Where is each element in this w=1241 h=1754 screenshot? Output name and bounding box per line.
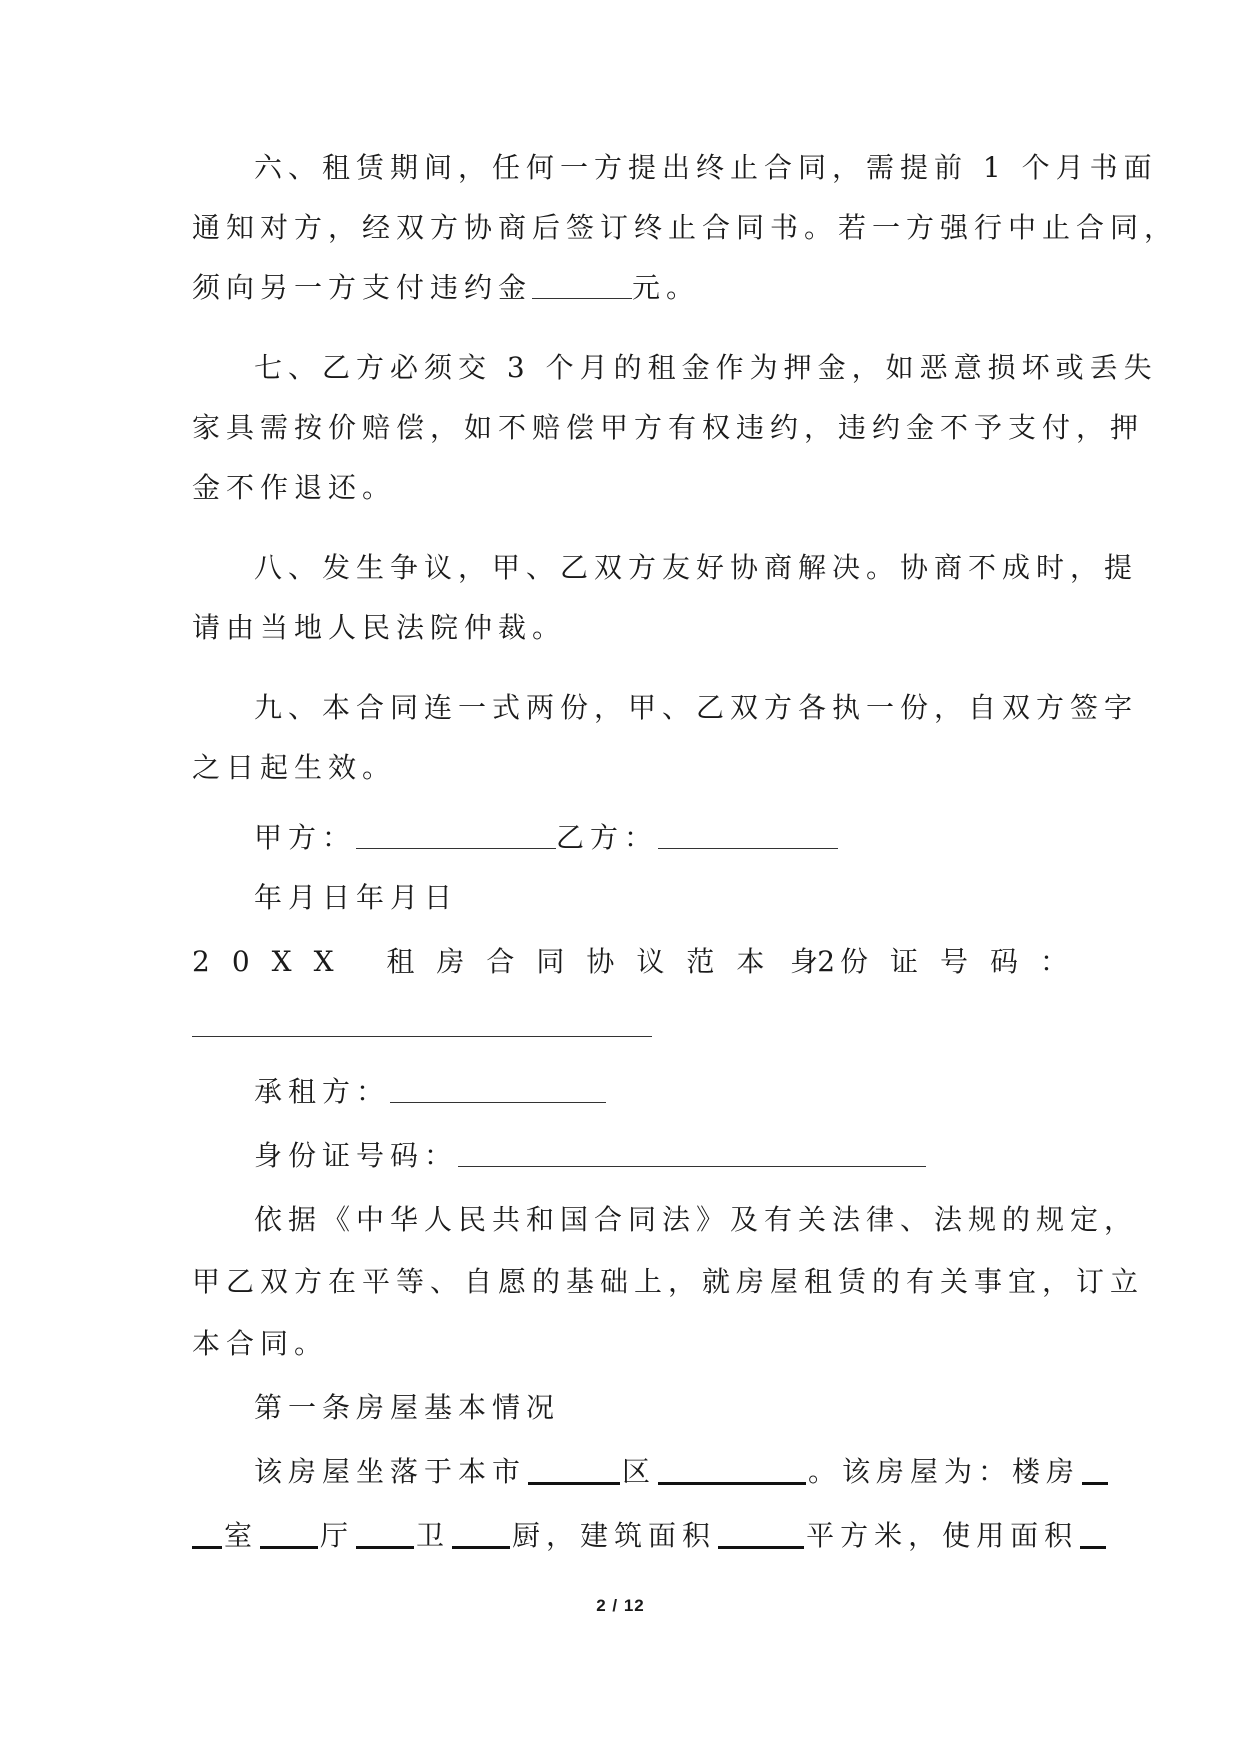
clause-7-line-2: 家具需按价赔偿，如不赔偿甲方有权违约，违约金不予支付，押 (192, 411, 1145, 444)
id-number-blank (458, 1140, 926, 1167)
district-text: 区 (622, 1455, 657, 1488)
clause-7-line-3: 金不作退还。 (192, 471, 397, 504)
building-area-blank (718, 1518, 804, 1549)
party-a-label: 甲方： (254, 821, 357, 854)
district-blank (658, 1454, 806, 1485)
party-a-blank (356, 822, 556, 849)
tenant-label: 承租方： (254, 1075, 391, 1108)
city-blank (528, 1454, 620, 1485)
clause-6-line-3 (192, 268, 1052, 308)
usable-area-blank (1080, 1518, 1106, 1549)
contract-title-2: 20XX 租房合同协议范本 2 (192, 945, 858, 978)
tenant-blank (390, 1076, 606, 1103)
clause-9-line-2: 之日起生效。 (192, 751, 397, 784)
party-b-label: 乙方： (556, 821, 659, 854)
bath-blank (356, 1518, 414, 1549)
clause-6-penalty-text: 须向另一方支付违约金 (192, 271, 533, 304)
tenant-line (254, 1072, 1114, 1112)
hall-text: 厅 (320, 1519, 355, 1552)
basis-line-3: 本合同。 (192, 1327, 329, 1360)
clause-6-line-2: 通知对方，经双方协商后签订终止合同书。若一方强行中止合同， (192, 211, 1179, 244)
basis-line-1: 依据《中华人民共和国合同法》及有关法律、法规的规定， (254, 1203, 1139, 1236)
hall-blank (260, 1518, 318, 1549)
room-text: 室 (224, 1519, 259, 1552)
clause-6-line-1: 六、租赁期间，任何一方提出终止合同，需提前 1 个月书面 (254, 151, 1158, 184)
clause-8-line-1: 八、发生争议，甲、乙双方友好协商解决。协商不成时，提 (254, 551, 1139, 584)
article-1-title: 第一条房屋基本情况 (254, 1391, 561, 1424)
kitchen-blank (452, 1518, 510, 1549)
signature-line (254, 818, 1114, 858)
clause-6-yuan: 元。 (632, 271, 701, 304)
id-number-label: 身份证号码： (254, 1139, 459, 1172)
building-area-text: 厨，建筑面积 (512, 1519, 717, 1552)
id-number-blank-top (192, 1036, 652, 1037)
party-b-blank (658, 822, 838, 849)
article-1-line-2 (192, 1516, 1079, 1556)
floor-blank (1082, 1454, 1108, 1485)
penalty-amount-blank (532, 272, 632, 299)
location-text: 该房屋坐落于本市 (254, 1455, 527, 1488)
article-1-line-1 (254, 1452, 1114, 1492)
id-number-label-top: 身份证号码： (790, 945, 1091, 978)
clause-7-line-1: 七、乙方必须交 3 个月的租金作为押金，如恶意损坏或丢失 (254, 351, 1158, 384)
date-line: 年月日年月日 (254, 881, 459, 914)
id-number-line (254, 1136, 1114, 1176)
room-blank (192, 1518, 222, 1549)
bath-text: 卫 (416, 1519, 451, 1552)
usable-area-text: 平方米，使用面积 (806, 1519, 1079, 1552)
clause-9-line-1: 九、本合同连一式两份，甲、乙双方各执一份，自双方签字 (254, 691, 1139, 724)
house-type-text: 。该房屋为：楼房 (808, 1455, 1081, 1488)
basis-line-2: 甲乙双方在平等、自愿的基础上，就房屋租赁的有关事宜，订立 (192, 1265, 1145, 1298)
clause-8-line-2: 请由当地人民法院仲裁。 (192, 611, 567, 644)
page-number: 2 / 12 (596, 1596, 645, 1615)
